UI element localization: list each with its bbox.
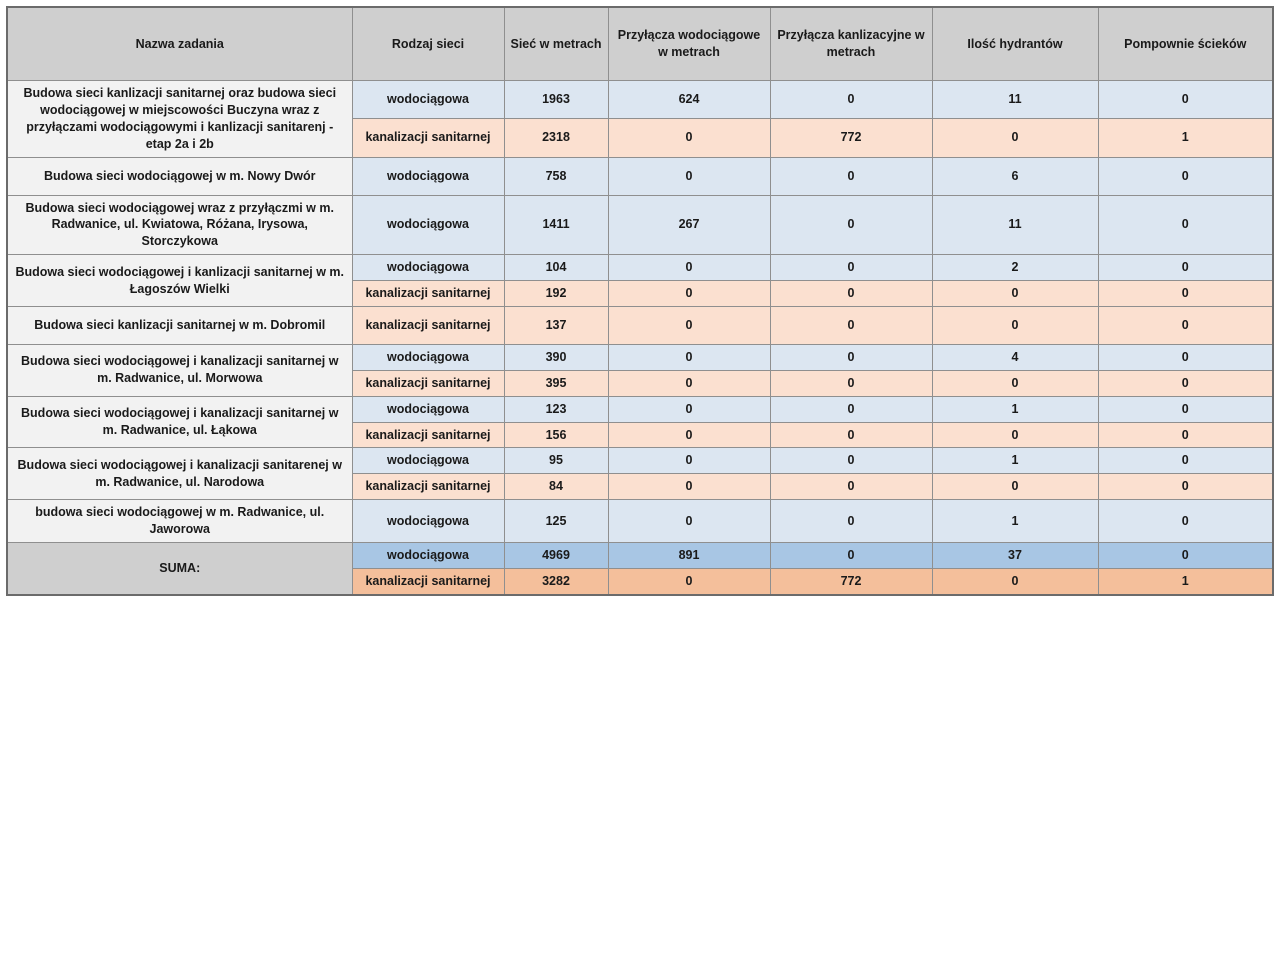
cell-pumping-stations: 0 bbox=[1098, 448, 1273, 474]
cell-network-meters: 2318 bbox=[504, 119, 608, 157]
summary-cell-hydrants: 0 bbox=[932, 568, 1098, 594]
table-row bbox=[7, 448, 1273, 474]
task-name-cell: Budowa sieci wodociągowej i kanalizacji sanitarnej w m. Radwanice, ul. Morwowa bbox=[7, 344, 352, 396]
cell-water-connections: 0 bbox=[608, 119, 770, 157]
header-cell-network-type: Rodzaj sieci bbox=[352, 7, 504, 81]
summary-cell-pumping-stations: 1 bbox=[1098, 568, 1273, 594]
header-cell-task-name: Nazwa zadania bbox=[7, 7, 352, 81]
cell-pumping-stations: 0 bbox=[1098, 474, 1273, 500]
table-body bbox=[7, 81, 1273, 595]
cell-water-connections: 0 bbox=[608, 370, 770, 396]
cell-sewer-connections: 0 bbox=[770, 344, 932, 370]
cell-pumping-stations: 0 bbox=[1098, 396, 1273, 422]
cell-network-meters: 104 bbox=[504, 255, 608, 281]
cell-water-connections: 624 bbox=[608, 81, 770, 119]
table-header bbox=[7, 7, 1273, 81]
table-row bbox=[7, 344, 1273, 370]
cell-network-type: wodociągowa bbox=[352, 255, 504, 281]
cell-water-connections: 0 bbox=[608, 396, 770, 422]
cell-network-type: kanalizacji sanitarnej bbox=[352, 306, 504, 344]
summary-cell-network-meters: 3282 bbox=[504, 568, 608, 594]
task-name-cell: Budowa sieci wodociągowej i kanalizacji sanitarnej w m. Radwanice, ul. Łąkowa bbox=[7, 396, 352, 448]
cell-hydrants: 1 bbox=[932, 500, 1098, 543]
table-row bbox=[7, 255, 1273, 281]
summary-cell-water-connections: 0 bbox=[608, 568, 770, 594]
cell-water-connections: 267 bbox=[608, 195, 770, 255]
cell-network-meters: 95 bbox=[504, 448, 608, 474]
header-row bbox=[7, 7, 1273, 81]
cell-sewer-connections: 0 bbox=[770, 474, 932, 500]
cell-sewer-connections: 0 bbox=[770, 422, 932, 448]
summary-cell-sewer-connections: 0 bbox=[770, 542, 932, 568]
cell-network-type: wodociągowa bbox=[352, 195, 504, 255]
cell-water-connections: 0 bbox=[608, 474, 770, 500]
cell-network-meters: 395 bbox=[504, 370, 608, 396]
cell-sewer-connections: 0 bbox=[770, 81, 932, 119]
summary-label-cell: SUMA: bbox=[7, 542, 352, 594]
cell-pumping-stations: 0 bbox=[1098, 157, 1273, 195]
header-cell-water-connections: Przyłącza wodociągowe w metrach bbox=[608, 7, 770, 81]
cell-network-type: kanalizacji sanitarnej bbox=[352, 281, 504, 307]
summary-cell-network-meters: 4969 bbox=[504, 542, 608, 568]
cell-water-connections: 0 bbox=[608, 255, 770, 281]
cell-hydrants: 0 bbox=[932, 281, 1098, 307]
header-cell-sewer-connections: Przyłącza kanlizacyjne w metrach bbox=[770, 7, 932, 81]
cell-network-type: kanalizacji sanitarnej bbox=[352, 119, 504, 157]
table-row bbox=[7, 306, 1273, 344]
task-name-cell: Budowa sieci wodociągowej w m. Nowy Dwór bbox=[7, 157, 352, 195]
cell-water-connections: 0 bbox=[608, 157, 770, 195]
cell-sewer-connections: 0 bbox=[770, 370, 932, 396]
cell-water-connections: 0 bbox=[608, 422, 770, 448]
cell-pumping-stations: 0 bbox=[1098, 255, 1273, 281]
task-name-cell: Budowa sieci wodociągowej wraz z przyłączmi w m. Radwanice, ul. Kwiatowa, Różana, Irysowa, Storczykowa bbox=[7, 195, 352, 255]
header-cell-hydrants: Ilość hydrantów bbox=[932, 7, 1098, 81]
cell-hydrants: 0 bbox=[932, 119, 1098, 157]
cell-network-meters: 123 bbox=[504, 396, 608, 422]
table-row bbox=[7, 195, 1273, 255]
cell-pumping-stations: 0 bbox=[1098, 370, 1273, 396]
cell-sewer-connections: 0 bbox=[770, 500, 932, 543]
summary-cell-network-type: kanalizacji sanitarnej bbox=[352, 568, 504, 594]
table-row bbox=[7, 500, 1273, 543]
cell-network-meters: 125 bbox=[504, 500, 608, 543]
cell-network-type: kanalizacji sanitarnej bbox=[352, 422, 504, 448]
summary-cell-hydrants: 37 bbox=[932, 542, 1098, 568]
cell-pumping-stations: 0 bbox=[1098, 422, 1273, 448]
task-name-cell: Budowa sieci wodociągowej i kanalizacji sanitarenej w m. Radwanice, ul. Narodowa bbox=[7, 448, 352, 500]
summary-cell-sewer-connections: 772 bbox=[770, 568, 932, 594]
header-cell-pumping-stations: Pompownie ścieków bbox=[1098, 7, 1273, 81]
cell-hydrants: 2 bbox=[932, 255, 1098, 281]
cell-network-type: wodociągowa bbox=[352, 396, 504, 422]
cell-water-connections: 0 bbox=[608, 500, 770, 543]
cell-pumping-stations: 1 bbox=[1098, 119, 1273, 157]
table-row bbox=[7, 81, 1273, 119]
table-row bbox=[7, 396, 1273, 422]
cell-hydrants: 11 bbox=[932, 81, 1098, 119]
cell-hydrants: 0 bbox=[932, 370, 1098, 396]
cell-network-type: wodociągowa bbox=[352, 500, 504, 543]
table-row bbox=[7, 157, 1273, 195]
cell-pumping-stations: 0 bbox=[1098, 281, 1273, 307]
cell-hydrants: 4 bbox=[932, 344, 1098, 370]
cell-network-meters: 1963 bbox=[504, 81, 608, 119]
cell-network-type: wodociągowa bbox=[352, 81, 504, 119]
cell-pumping-stations: 0 bbox=[1098, 306, 1273, 344]
header-cell-network-meters: Sieć w metrach bbox=[504, 7, 608, 81]
cell-network-type: wodociągowa bbox=[352, 344, 504, 370]
cell-sewer-connections: 0 bbox=[770, 396, 932, 422]
cell-hydrants: 11 bbox=[932, 195, 1098, 255]
cell-sewer-connections: 0 bbox=[770, 306, 932, 344]
cell-water-connections: 0 bbox=[608, 344, 770, 370]
cell-network-meters: 1411 bbox=[504, 195, 608, 255]
cell-pumping-stations: 0 bbox=[1098, 344, 1273, 370]
cell-sewer-connections: 0 bbox=[770, 281, 932, 307]
task-name-cell: Budowa sieci kanlizacji sanitarnej w m. Dobromil bbox=[7, 306, 352, 344]
summary-row bbox=[7, 542, 1273, 568]
cell-network-type: kanalizacji sanitarnej bbox=[352, 474, 504, 500]
summary-cell-pumping-stations: 0 bbox=[1098, 542, 1273, 568]
cell-network-meters: 390 bbox=[504, 344, 608, 370]
cell-sewer-connections: 0 bbox=[770, 255, 932, 281]
cell-hydrants: 0 bbox=[932, 474, 1098, 500]
cell-hydrants: 6 bbox=[932, 157, 1098, 195]
cell-hydrants: 0 bbox=[932, 422, 1098, 448]
cell-hydrants: 0 bbox=[932, 306, 1098, 344]
task-name-cell: Budowa sieci wodociągowej i kanlizacji sanitarnej w m. Łagoszów Wielki bbox=[7, 255, 352, 307]
cell-pumping-stations: 0 bbox=[1098, 500, 1273, 543]
task-name-cell: budowa sieci wodociągowej w m. Radwanice, ul. Jaworowa bbox=[7, 500, 352, 543]
cell-water-connections: 0 bbox=[608, 281, 770, 307]
task-name-cell: Budowa sieci kanlizacji sanitarnej oraz budowa sieci wodociągowej w miejscowości Buczyna wraz z przyłączami wodociągowymi i kanlizacji sanitarenj - etap 2a i 2b bbox=[7, 81, 352, 158]
cell-network-type: wodociągowa bbox=[352, 157, 504, 195]
summary-cell-water-connections: 891 bbox=[608, 542, 770, 568]
summary-cell-network-type: wodociągowa bbox=[352, 542, 504, 568]
cell-pumping-stations: 0 bbox=[1098, 81, 1273, 119]
cell-network-type: kanalizacji sanitarnej bbox=[352, 370, 504, 396]
cell-network-type: wodociągowa bbox=[352, 448, 504, 474]
cell-network-meters: 84 bbox=[504, 474, 608, 500]
cell-sewer-connections: 0 bbox=[770, 157, 932, 195]
cell-network-meters: 758 bbox=[504, 157, 608, 195]
cell-sewer-connections: 0 bbox=[770, 448, 932, 474]
cell-pumping-stations: 0 bbox=[1098, 195, 1273, 255]
cell-hydrants: 1 bbox=[932, 396, 1098, 422]
cell-water-connections: 0 bbox=[608, 448, 770, 474]
cell-water-connections: 0 bbox=[608, 306, 770, 344]
cell-hydrants: 1 bbox=[932, 448, 1098, 474]
network-tasks-table bbox=[6, 6, 1274, 596]
cell-network-meters: 192 bbox=[504, 281, 608, 307]
cell-sewer-connections: 0 bbox=[770, 195, 932, 255]
cell-network-meters: 156 bbox=[504, 422, 608, 448]
cell-sewer-connections: 772 bbox=[770, 119, 932, 157]
cell-network-meters: 137 bbox=[504, 306, 608, 344]
